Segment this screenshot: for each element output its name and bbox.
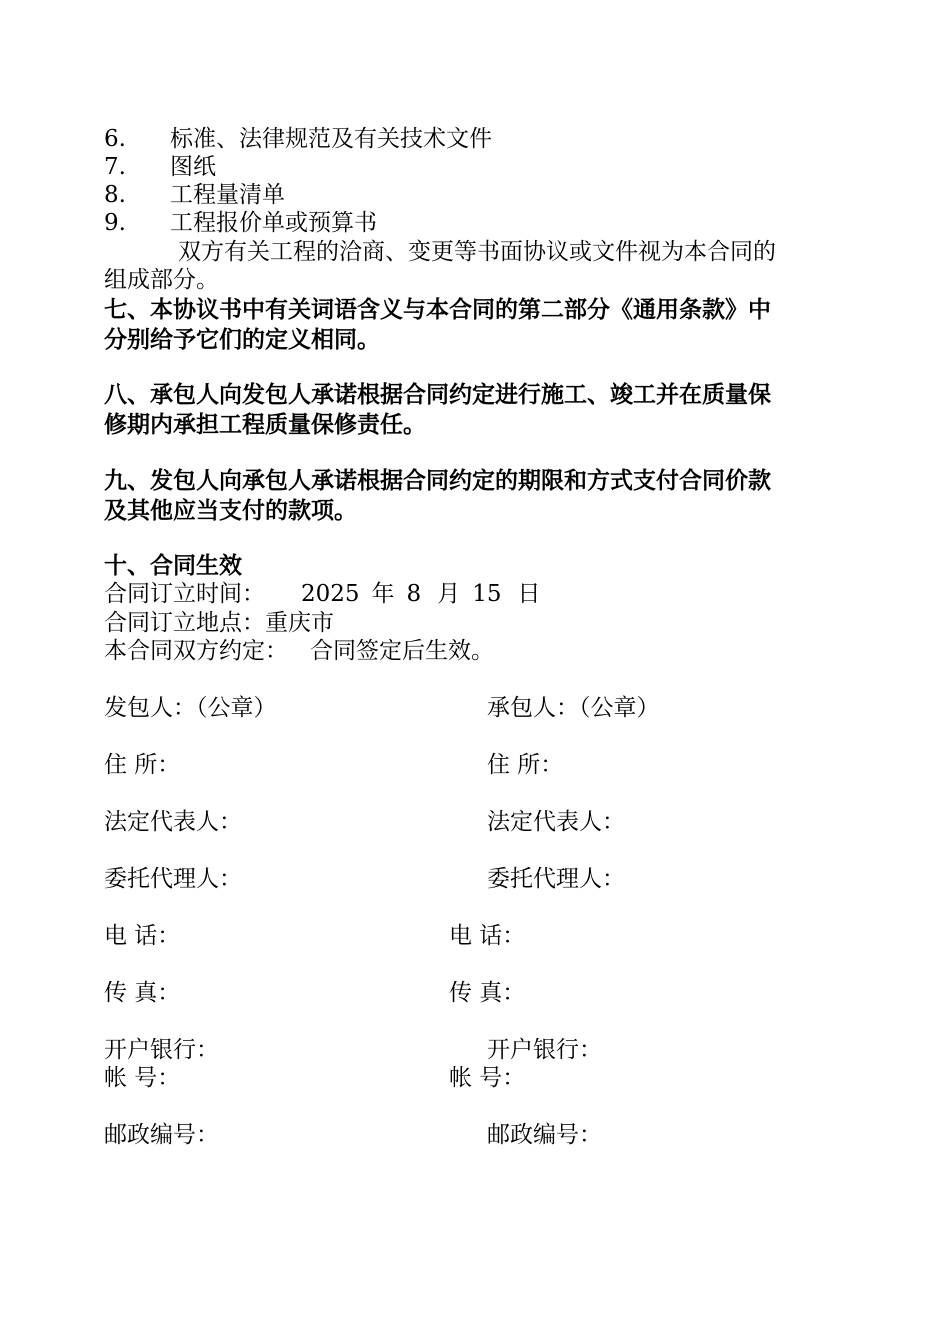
left-address: 住 所： <box>104 752 181 778</box>
section-9-line: 九、发包人向承包人承诺根据合同约定的期限和方式支付合同价款 <box>104 468 771 494</box>
list-number: 8. <box>104 182 126 208</box>
left-account: 帐 号： <box>104 1065 181 1091</box>
sign-month: 8 <box>406 581 422 607</box>
right-agent: 委托代理人： <box>487 866 625 892</box>
right-party: 承包人：（公章） <box>487 695 660 721</box>
list-number: 6. <box>104 126 126 152</box>
list-item <box>104 181 285 209</box>
sign-place-row <box>104 609 334 637</box>
list-text: 工程报价单或预算书 <box>170 210 377 236</box>
sign-day: 15 <box>472 581 502 607</box>
right-legal-rep: 法定代表人： <box>487 809 625 835</box>
list-text: 图纸 <box>170 154 216 180</box>
right-fax: 传 真： <box>449 980 526 1006</box>
list-number: 7. <box>104 154 126 180</box>
left-bank: 开户银行： <box>104 1037 219 1063</box>
sign-place: 重庆市 <box>265 610 334 636</box>
effect-text: 合同签定后生效。 <box>310 638 494 664</box>
right-account: 帐 号： <box>449 1065 526 1091</box>
list-item <box>104 125 492 153</box>
section-7-line: 分别给予它们的定义相同。 <box>104 327 380 353</box>
left-legal-rep: 法定代表人： <box>104 809 242 835</box>
left-phone: 电 话： <box>104 923 181 949</box>
right-bank: 开户银行： <box>487 1037 602 1063</box>
day-unit: 日 <box>517 581 541 607</box>
list-item <box>104 209 377 237</box>
list-text: 标准、法律规范及有关技术文件 <box>170 126 492 152</box>
effect-row <box>104 637 494 665</box>
section-8-line: 八、承包人向发包人承诺根据合同约定进行施工、竣工并在质量保 <box>104 382 771 408</box>
section-8-line: 修期内承担工程质量保修责任。 <box>104 412 426 438</box>
year-unit: 年 <box>371 581 395 607</box>
left-agent: 委托代理人： <box>104 866 242 892</box>
left-fax: 传 真： <box>104 980 181 1006</box>
list-item <box>104 153 216 181</box>
right-address: 住 所： <box>487 752 564 778</box>
list-number: 9. <box>104 210 126 236</box>
section-10-title: 十、合同生效 <box>104 553 242 579</box>
section-9-line: 及其他应当支付的款项。 <box>104 498 357 524</box>
right-phone: 电 话： <box>449 923 526 949</box>
paragraph-line: 组成部分。 <box>104 267 219 293</box>
sign-place-label: 合同订立地点： <box>104 610 265 636</box>
right-postcode: 邮政编号： <box>487 1122 602 1148</box>
sign-time-row <box>104 580 540 608</box>
list-text: 工程量清单 <box>170 182 285 208</box>
sign-time-label: 合同订立时间： <box>104 581 265 607</box>
left-postcode: 邮政编号： <box>104 1122 219 1148</box>
sign-year: 2025 <box>301 581 360 607</box>
month-unit: 月 <box>437 581 461 607</box>
paragraph-line: 双方有关工程的洽商、变更等书面协议或文件视为本合同的 <box>178 239 776 265</box>
effect-label: 本合同双方约定： <box>104 638 288 664</box>
section-7-line: 七、本协议书中有关词语含义与本合同的第二部分《通用条款》中 <box>104 297 771 323</box>
left-party: 发包人：（公章） <box>104 695 277 721</box>
